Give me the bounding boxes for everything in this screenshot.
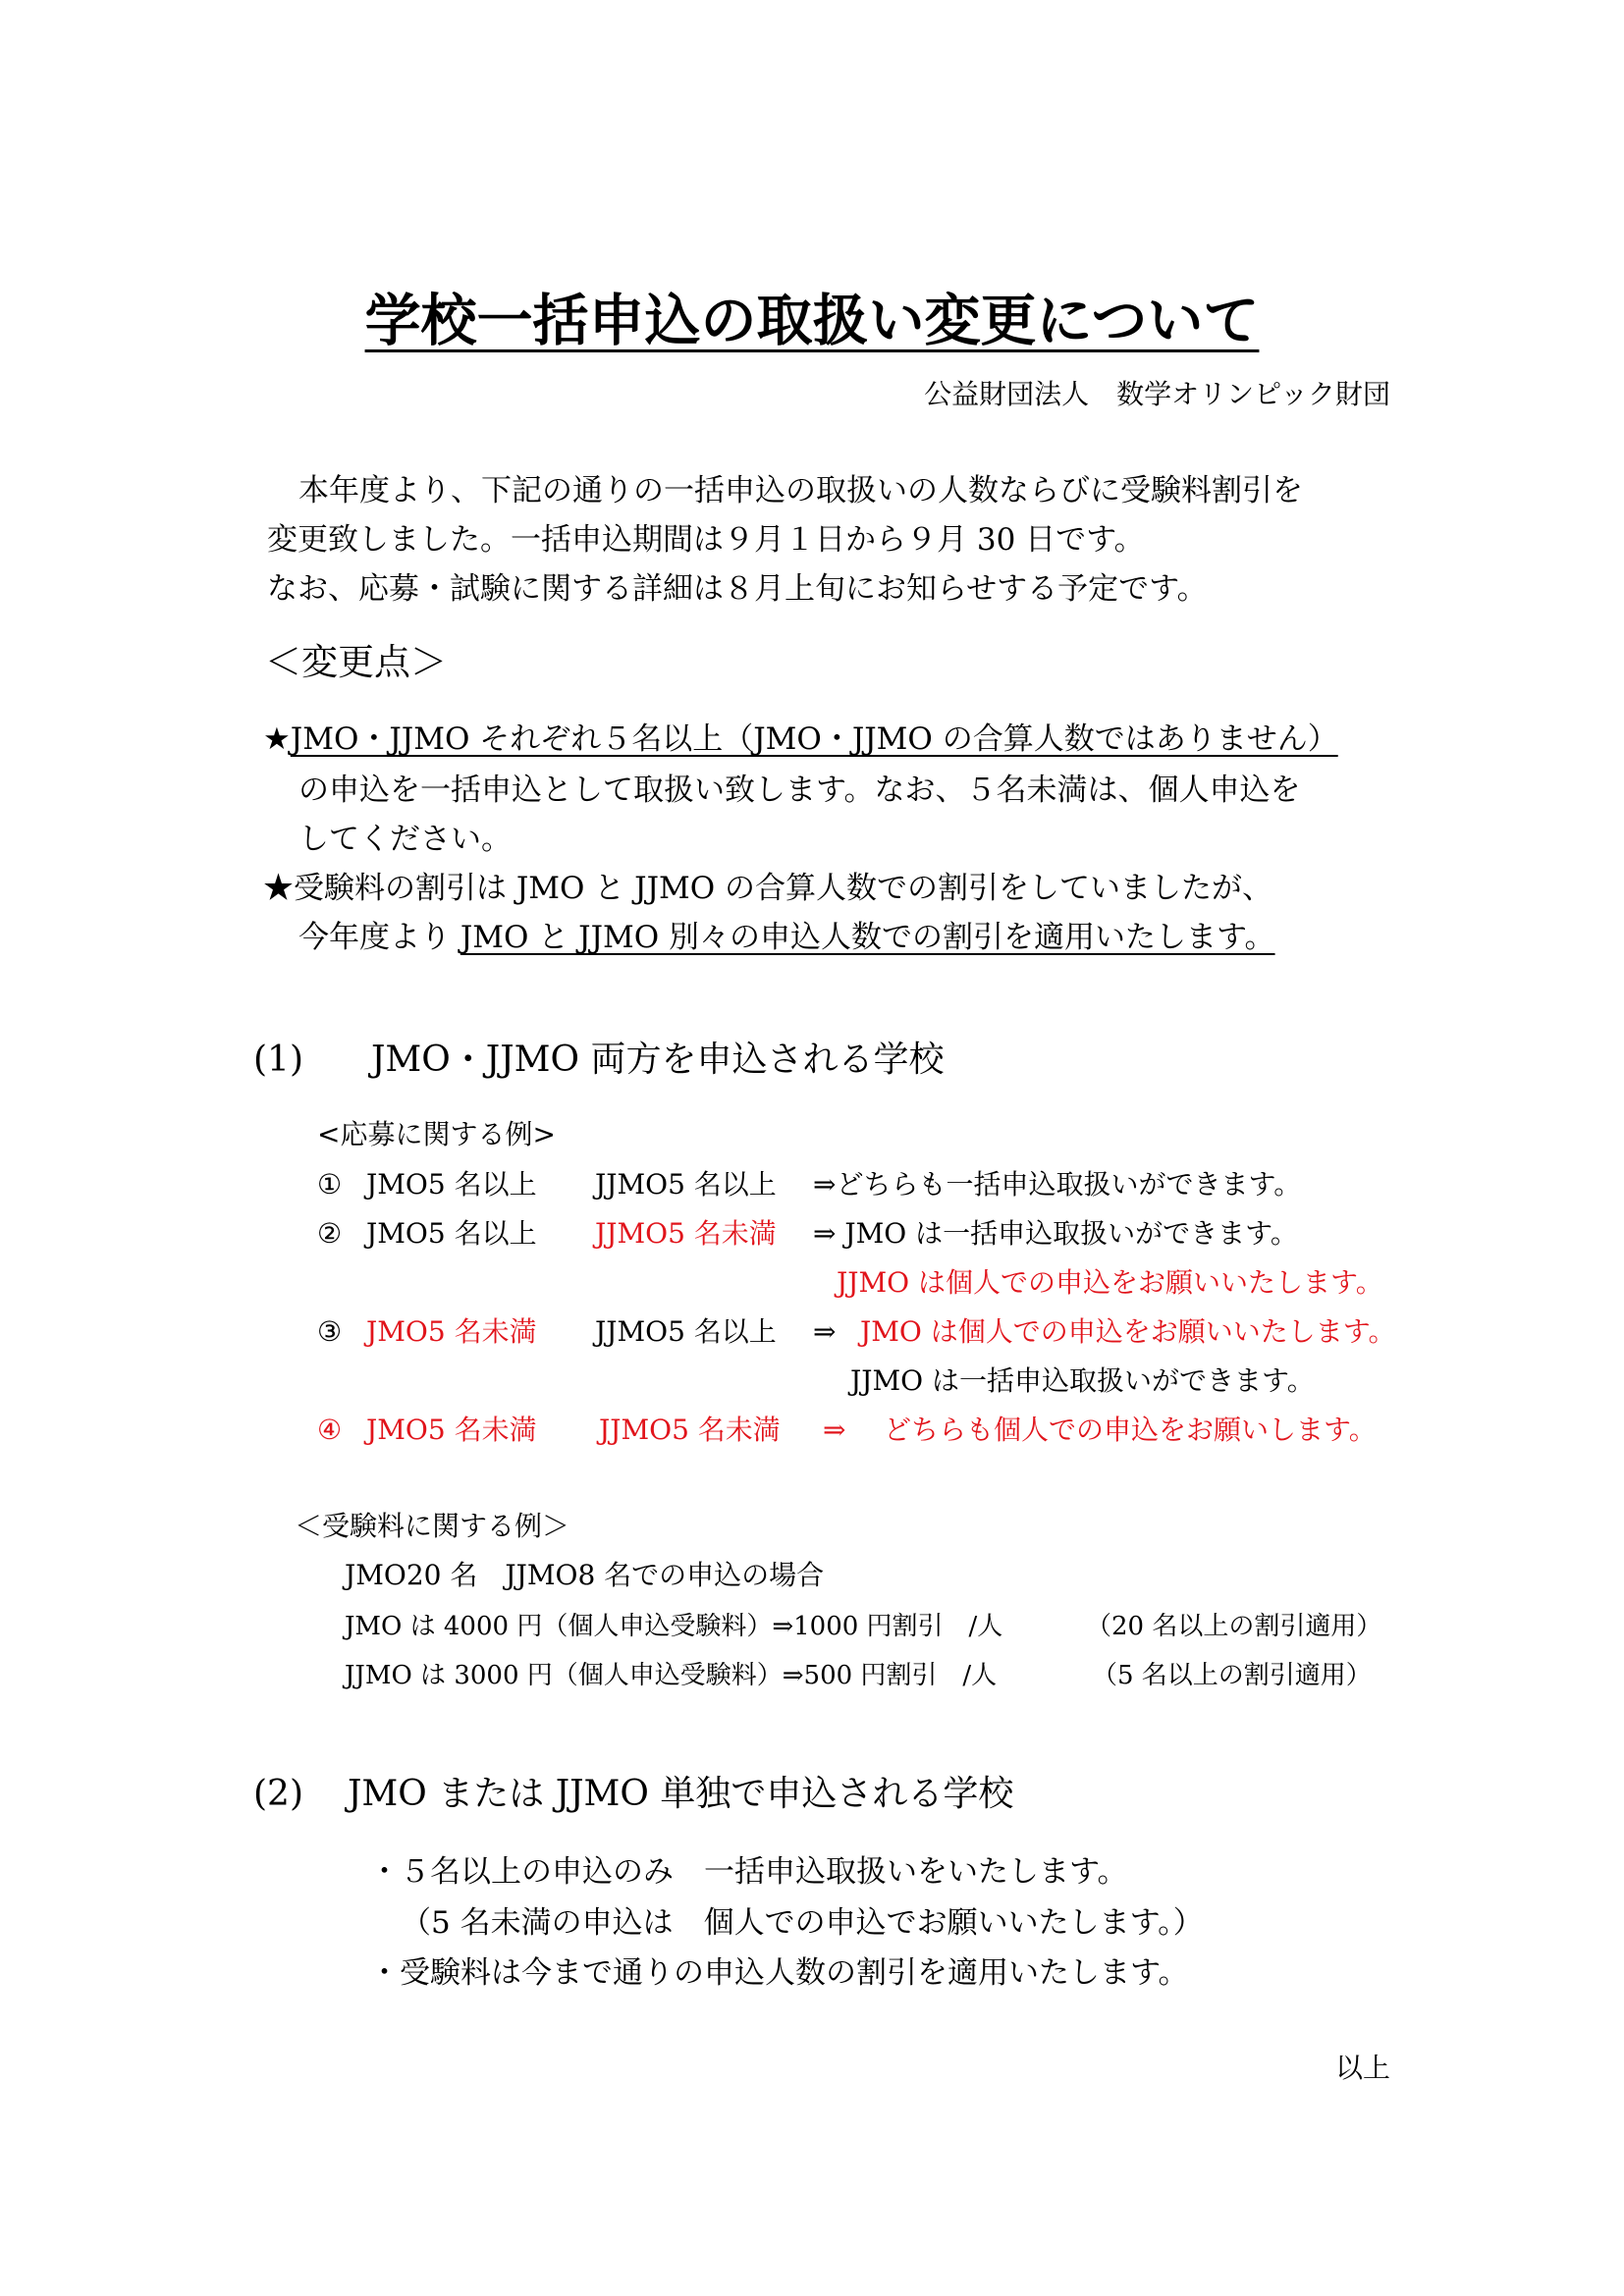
example-4-arrow: ⇒ — [823, 1414, 846, 1446]
section-2-bullet-2: ・受験料は今まで通りの申込人数の割引を適用いたします。 — [369, 1955, 1189, 1991]
intro-line-3: なお、応募・試験に関する詳細は８月上旬にお知らせする予定です。 — [267, 571, 1208, 607]
changes-heading: ＜変更点＞ — [265, 641, 447, 683]
change-point-2-underlined: JMO と JJMO 別々の申込人数での割引を適用いたします。 — [460, 920, 1275, 955]
section-2-number: (2) — [253, 1774, 303, 1814]
star-icon: ★ — [263, 721, 291, 757]
example-3-arrow: ⇒ — [813, 1315, 837, 1348]
intro-line-2: 変更致しました。一括申込期間は９月１日から９月 30 日です。 — [267, 522, 1145, 558]
example-3-result-2: JJMO は一括申込取扱いができます。 — [850, 1364, 1315, 1397]
example-1-result: ⇒どちらも一括申込取扱いができます。 — [813, 1168, 1302, 1201]
application-examples-heading: <応募に関する例> — [317, 1118, 556, 1150]
example-4-jmo: JMO5 名未満 — [366, 1414, 537, 1446]
change-point-1-underlined: JMO・JJMO それぞれ５名以上（JMO・JJMO の合算人数ではありません） — [290, 721, 1338, 757]
example-1-jmo: JMO5 名以上 — [366, 1168, 537, 1201]
example-1-jjmo: JJMO5 名以上 — [595, 1168, 777, 1201]
fee-note-jmo: （20 名以上の割引適用） — [1086, 1612, 1382, 1641]
intro-line-1: 本年度より、下記の通りの一括申込の取扱いの人数ならびに受験料割引を — [298, 473, 1303, 508]
section-2-bullet-1-note: （5 名未満の申込は 個人での申込でお願いいたします。） — [401, 1905, 1204, 1941]
change-point-2-line-2 — [298, 920, 1275, 955]
fee-examples-heading: ＜受験料に関する例＞ — [295, 1510, 570, 1542]
fee-case: JMO20 名 JJMO8 名での申込の場合 — [345, 1559, 825, 1591]
example-2-result: ⇒ JMO は一括申込取扱いができます。 — [813, 1217, 1298, 1250]
section-2-bullet-1: ・５名以上の申込のみ 一括申込取扱いをいたします。 — [369, 1854, 1128, 1890]
example-3-jjmo: JJMO5 名以上 — [595, 1315, 777, 1348]
example-2-jmo: JMO5 名以上 — [366, 1217, 537, 1250]
example-2-result-2: JJMO は個人での申込をお願いいたします。 — [837, 1266, 1383, 1299]
example-3-jmo: JMO5 名未満 — [366, 1315, 537, 1348]
fee-line-jmo: JMO は 4000 円（個人申込受験料）⇒1000 円割引 /人 — [345, 1612, 1003, 1641]
example-4-result: どちらも個人での申込をお願いします。 — [884, 1414, 1377, 1446]
example-4-jjmo: JJMO5 名未満 — [599, 1414, 781, 1446]
example-2-jjmo: JJMO5 名未満 — [595, 1217, 777, 1250]
change-point-1-line-3: してください。 — [298, 822, 512, 857]
organization-name: 公益財団法人 数学オリンピック財団 — [924, 378, 1390, 410]
example-2-number: ② — [317, 1217, 343, 1250]
example-1-number: ① — [317, 1168, 343, 1201]
closing-mark: 以上 — [1334, 2052, 1390, 2084]
page-title-text: 学校一括申込の取扱い変更について — [364, 288, 1260, 353]
fee-note-jjmo: （5 名以上の割引適用） — [1092, 1661, 1372, 1690]
fee-line-jjmo: JJMO は 3000 円（個人申込受験料）⇒500 円割引 /人 — [345, 1661, 998, 1690]
change-point-2-line-1: ★受験料の割引は JMO と JJMO の合算人数での割引をしていましたが、 — [263, 871, 1273, 906]
example-4-number: ④ — [317, 1414, 343, 1446]
section-1-number: (1) — [253, 1040, 303, 1080]
example-3-result: JMO は個人での申込をお願いいたします。 — [860, 1315, 1396, 1348]
page-title — [0, 288, 1624, 353]
change-point-2-prefix: 今年度より — [298, 920, 451, 955]
change-point-1 — [263, 721, 1338, 757]
section-1-title: JMO・JJMO 両方を申込される学校 — [371, 1040, 945, 1080]
section-2-title: JMO または JJMO 単独で申込される学校 — [348, 1774, 1014, 1814]
change-point-1-line-2: の申込を一括申込として取扱い致します。なお、５名未満は、個人申込を — [298, 773, 1301, 808]
example-3-number: ③ — [317, 1315, 343, 1348]
